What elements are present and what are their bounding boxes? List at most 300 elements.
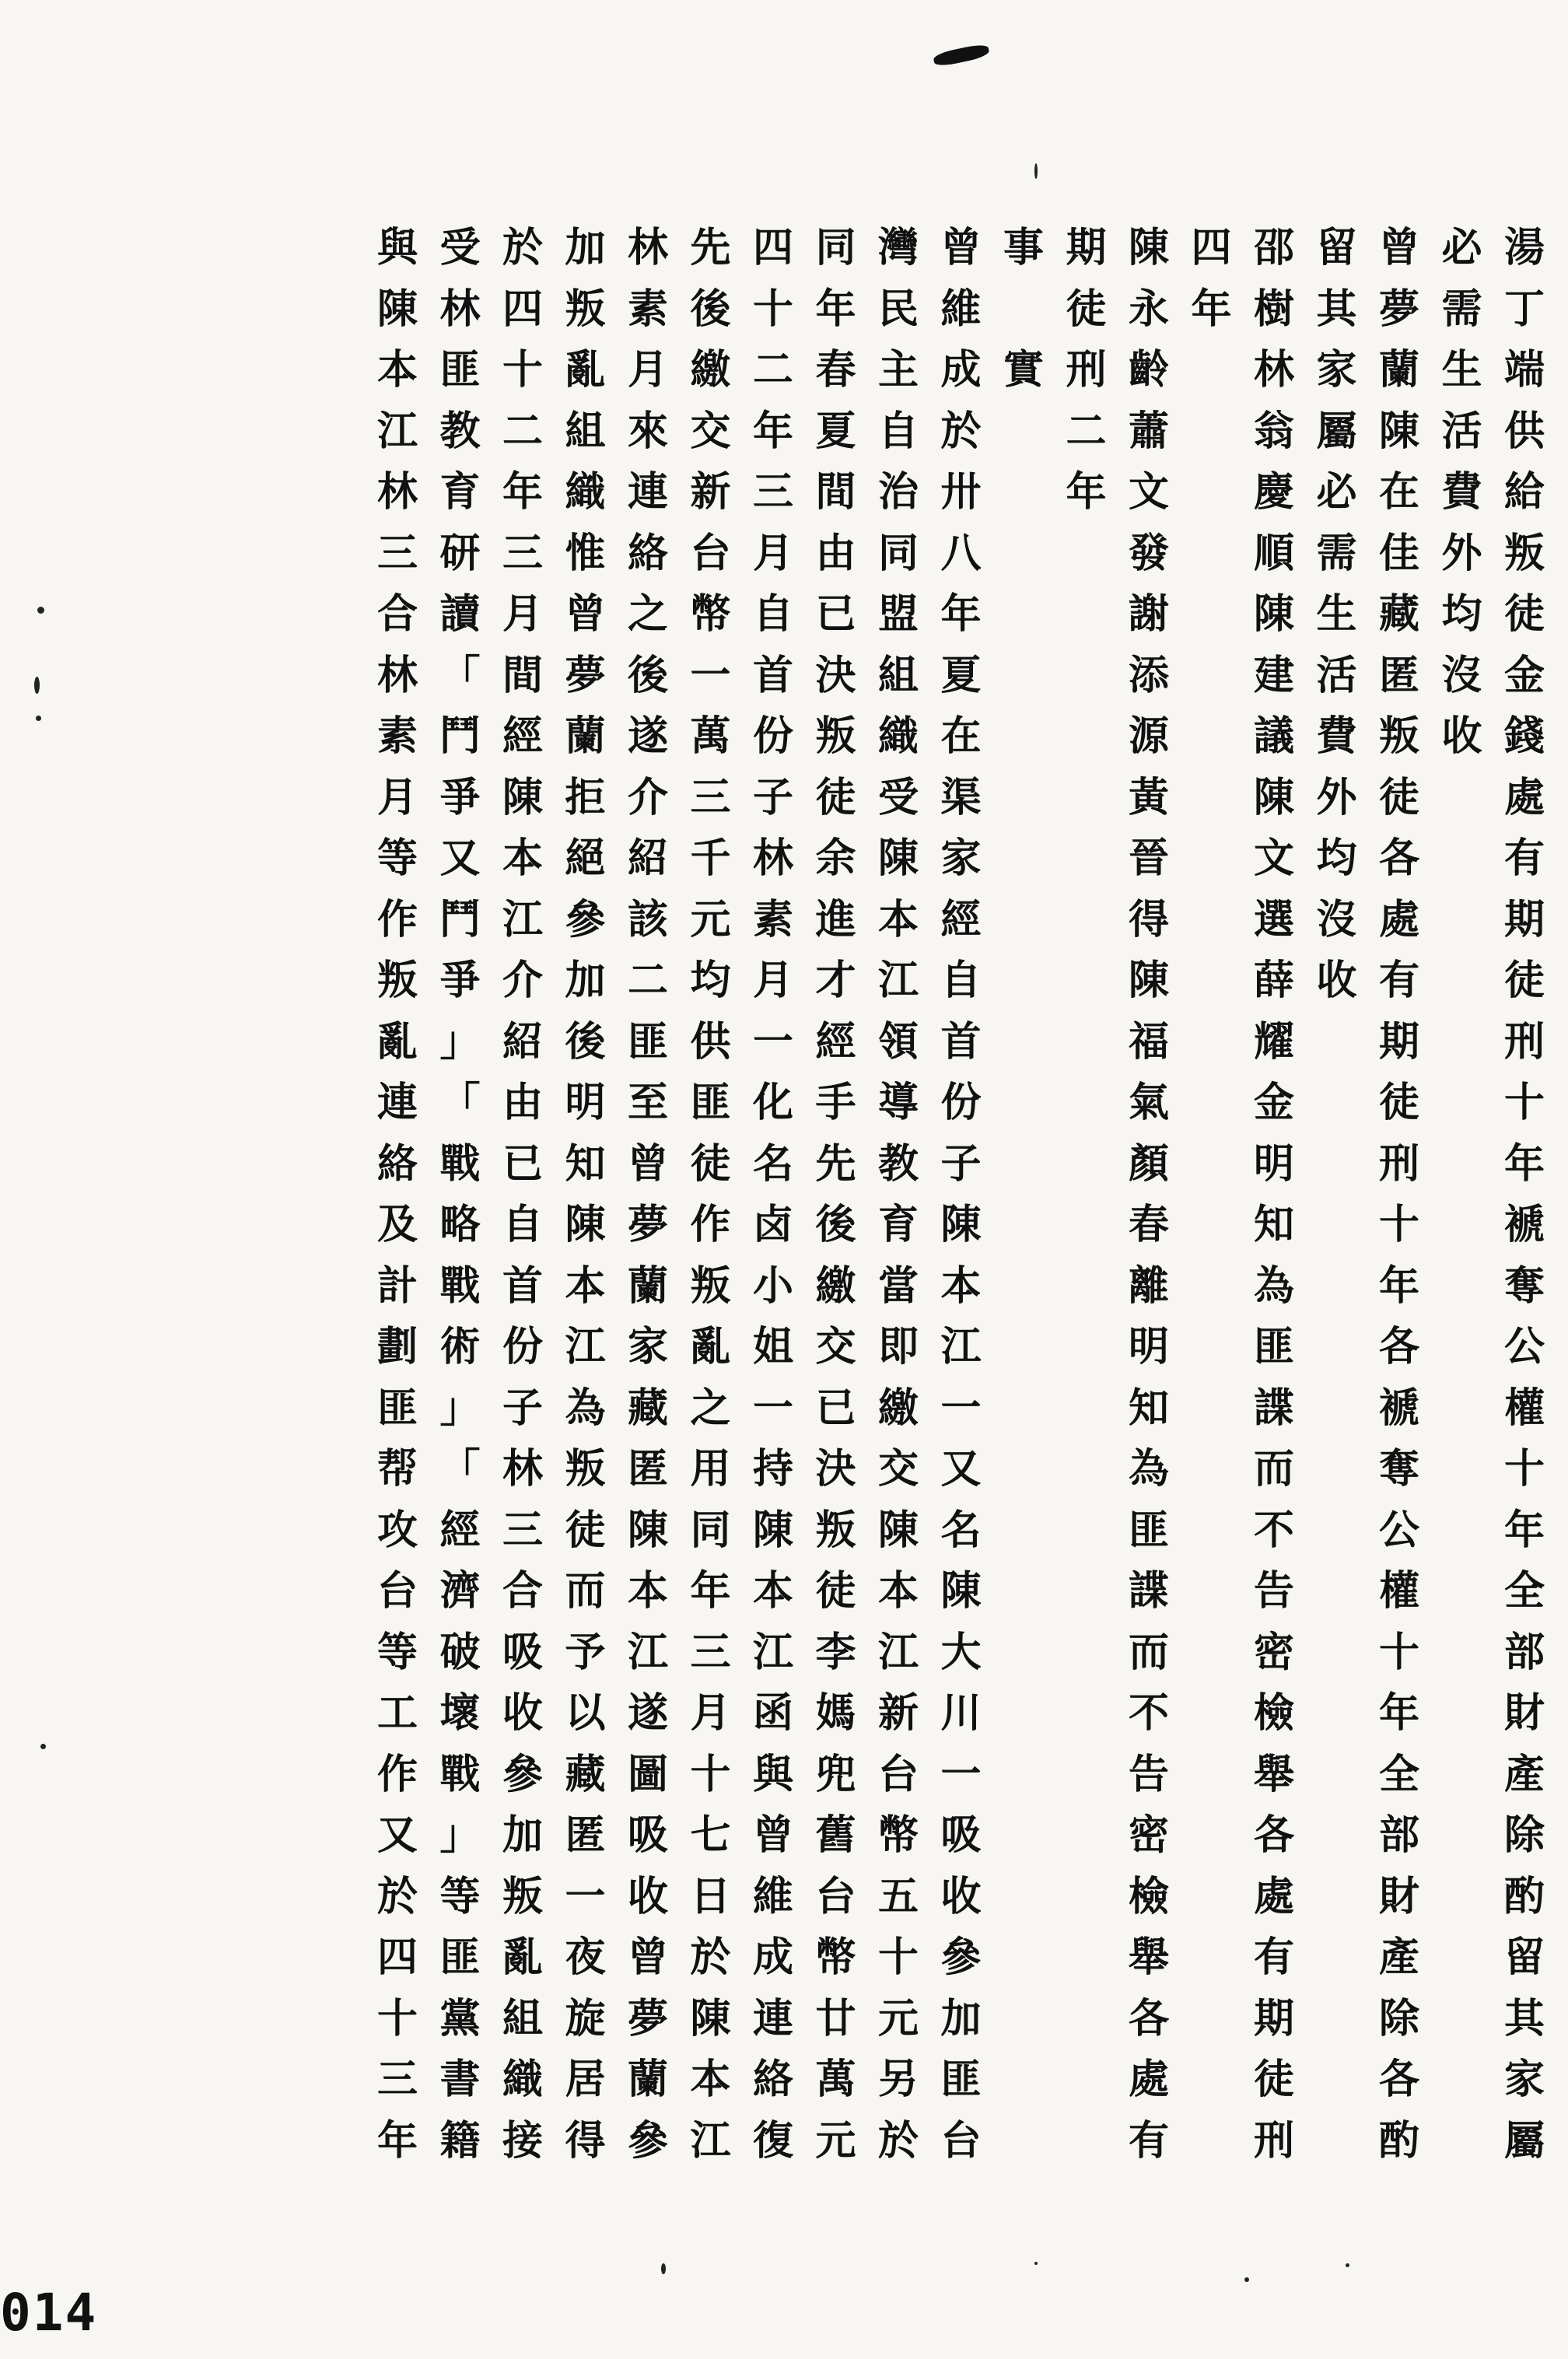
character: 廿 — [815, 1994, 856, 2042]
character: 決 — [815, 1445, 856, 1493]
character: 與 — [752, 1750, 793, 1798]
character: 素 — [376, 712, 418, 760]
character: 而 — [565, 1567, 606, 1615]
character: 已 — [502, 1139, 543, 1188]
character: 名 — [752, 1139, 793, 1188]
character: 部 — [1378, 1811, 1419, 1859]
character: 破 — [439, 1628, 481, 1676]
character: 主 — [877, 346, 919, 394]
character: 家 — [940, 835, 982, 882]
character: 得 — [1128, 895, 1169, 943]
character: 七 — [690, 1811, 731, 1859]
character: 紹 — [627, 835, 668, 882]
character: 月 — [752, 957, 793, 1004]
character: 年 — [1503, 1506, 1545, 1554]
character: 元 — [690, 895, 731, 943]
character: 外 — [1441, 529, 1482, 577]
character: 夢 — [1378, 285, 1419, 333]
character: 交 — [690, 407, 731, 455]
character: 組 — [877, 651, 919, 699]
character: 陳 — [1128, 224, 1169, 271]
text-column — [805, 218, 867, 2172]
character: 而 — [1253, 1445, 1294, 1493]
character: 戰 — [439, 1750, 481, 1798]
character: 已 — [815, 1384, 856, 1432]
character: 決 — [815, 651, 856, 699]
character: 匿 — [565, 1811, 606, 1859]
character: 全 — [1503, 1567, 1545, 1615]
character: 林 — [752, 835, 793, 882]
character: 旋 — [565, 1994, 606, 2042]
character: 後 — [627, 651, 668, 699]
character: 盟 — [877, 590, 919, 638]
character: 同 — [877, 529, 919, 577]
character: 藏 — [627, 1384, 668, 1432]
character: 給 — [1503, 468, 1545, 516]
character: 萬 — [815, 2056, 856, 2103]
character: 江 — [690, 2116, 731, 2165]
character: 徒 — [1066, 285, 1107, 333]
character: 曾 — [1378, 224, 1419, 271]
character: 江 — [627, 1628, 668, 1676]
character: 奪 — [1378, 1445, 1419, 1493]
character: 參 — [627, 2116, 668, 2165]
character: 諜 — [1128, 1567, 1169, 1615]
character: 褫 — [1378, 1384, 1419, 1432]
character: 供 — [690, 1017, 731, 1066]
character: 林 — [439, 285, 481, 333]
character: 生 — [1441, 346, 1482, 394]
character: 育 — [877, 1201, 919, 1248]
character: 首 — [940, 1017, 982, 1066]
character: 加 — [940, 1994, 982, 2042]
character: 於 — [376, 1872, 418, 1920]
ink-speck — [34, 677, 40, 694]
character: 叛 — [1378, 712, 1419, 760]
character: 在 — [940, 712, 982, 760]
character: 離 — [1128, 1262, 1169, 1310]
character: 參 — [565, 895, 606, 943]
character: 元 — [877, 1994, 919, 2042]
character: 薛 — [1253, 957, 1294, 1004]
character: 本 — [752, 1567, 793, 1615]
text-column — [1493, 218, 1556, 2172]
character: 台 — [877, 1750, 919, 1798]
character: 產 — [1503, 1750, 1545, 1798]
character: 產 — [1378, 1934, 1419, 1981]
character: 處 — [1378, 895, 1419, 943]
character: 密 — [1128, 1811, 1169, 1859]
character: 匪 — [940, 2056, 982, 2103]
character: 匪 — [627, 1017, 668, 1066]
character: 子 — [940, 1139, 982, 1188]
character — [992, 279, 1055, 341]
character: 陳 — [1253, 590, 1294, 638]
ink-speck — [1034, 163, 1038, 179]
character: 事 — [1003, 224, 1044, 271]
character: 圖 — [627, 1750, 668, 1798]
character: 明 — [1253, 1139, 1294, 1188]
character: 二 — [752, 346, 793, 394]
character: 年 — [376, 2116, 418, 2165]
character: 全 — [1378, 1750, 1419, 1798]
character: 各 — [1378, 835, 1419, 882]
character: 吸 — [627, 1811, 668, 1859]
character: 經 — [940, 895, 982, 943]
character: 陳 — [1378, 407, 1419, 455]
character: 湯 — [1503, 224, 1545, 271]
character: 計 — [376, 1262, 418, 1310]
character: 永 — [1128, 285, 1169, 333]
character: 作 — [690, 1201, 731, 1248]
character: 夜 — [565, 1934, 606, 1981]
character: 慶 — [1253, 468, 1294, 516]
character: 台 — [815, 1872, 856, 1920]
character: 有 — [1128, 2116, 1169, 2165]
character: 略 — [439, 1201, 481, 1248]
character: 均 — [1316, 835, 1357, 882]
character: 曾 — [752, 1811, 793, 1859]
character: 本 — [376, 346, 418, 394]
character: 屬 — [1316, 407, 1357, 455]
character: 本 — [565, 1262, 606, 1310]
character: 林 — [376, 651, 418, 699]
character: 戰 — [439, 1139, 481, 1188]
character: 十 — [690, 1750, 731, 1798]
character: 選 — [1253, 895, 1294, 943]
character: 十 — [1378, 1201, 1419, 1248]
character: 參 — [502, 1750, 543, 1798]
character: 工 — [376, 1689, 418, 1737]
character: 其 — [1503, 1994, 1545, 2042]
character: 發 — [1128, 529, 1169, 577]
character: 處 — [1128, 2056, 1169, 2103]
character: 不 — [1253, 1506, 1294, 1554]
character: 各 — [1378, 1323, 1419, 1370]
character: 知 — [1128, 1384, 1169, 1432]
character: 卅 — [940, 468, 982, 516]
character: 沒 — [1316, 895, 1357, 943]
character: 夏 — [815, 407, 856, 455]
character: 民 — [877, 285, 919, 333]
character: 刑 — [1066, 346, 1107, 394]
character: 十 — [1503, 1079, 1545, 1126]
character: 絡 — [627, 529, 668, 577]
character: 蘭 — [627, 1262, 668, 1310]
character: 遂 — [627, 1689, 668, 1737]
character: 籍 — [439, 2116, 481, 2165]
character: 份 — [502, 1323, 543, 1370]
character: 進 — [815, 895, 856, 943]
character: 織 — [877, 712, 919, 760]
character: 四 — [502, 285, 543, 333]
character: 惟 — [565, 529, 606, 577]
character: 子 — [502, 1384, 543, 1432]
character: 維 — [752, 1872, 793, 1920]
character: 本 — [627, 1567, 668, 1615]
character: 作 — [376, 1750, 418, 1798]
character: 繳 — [815, 1262, 856, 1310]
character: 首 — [752, 651, 793, 699]
character: 為 — [565, 1384, 606, 1432]
ink-mark — [933, 43, 990, 68]
character: 奪 — [1503, 1262, 1545, 1310]
character: 三 — [502, 529, 543, 577]
character: 陳 — [690, 1994, 731, 2042]
character: 舊 — [815, 1811, 856, 1859]
character: 陳 — [877, 1506, 919, 1554]
character: 八 — [940, 529, 982, 577]
character: 繳 — [877, 1384, 919, 1432]
character: 必 — [1441, 224, 1482, 271]
character: 議 — [1253, 712, 1294, 760]
character: 匪 — [439, 346, 481, 394]
character: 匿 — [627, 1445, 668, 1493]
character: 徒 — [1378, 1079, 1419, 1126]
character: 即 — [877, 1323, 919, 1370]
character: 絕 — [565, 835, 606, 882]
character: 十 — [502, 346, 543, 394]
character: 年 — [1378, 1262, 1419, 1310]
character: 萬 — [690, 712, 731, 760]
character: 匪 — [376, 1384, 418, 1432]
character: 處 — [1503, 773, 1545, 821]
character: 匪 — [1253, 1323, 1294, 1370]
character: 財 — [1503, 1689, 1545, 1737]
text-column — [617, 218, 679, 2172]
character: 爭 — [439, 773, 481, 821]
text-column — [1243, 218, 1305, 2172]
character: 晉 — [1128, 835, 1169, 882]
character: 期 — [1066, 224, 1107, 271]
character: 介 — [502, 957, 543, 1004]
character: 陳 — [565, 1201, 606, 1248]
ink-speck — [40, 1744, 46, 1749]
character: 刑 — [1253, 2116, 1294, 2165]
character: 年 — [1191, 285, 1232, 333]
character: 在 — [1378, 468, 1419, 516]
character: 用 — [690, 1445, 731, 1493]
character: 江 — [752, 1628, 793, 1676]
character: 亂 — [565, 346, 606, 394]
character: 一 — [565, 1872, 606, 1920]
character: 黨 — [439, 1994, 481, 2042]
character: 金 — [1253, 1079, 1294, 1126]
character: 文 — [1128, 468, 1169, 516]
character: 知 — [565, 1139, 606, 1188]
character: 千 — [690, 835, 731, 882]
character: 夢 — [627, 1994, 668, 2042]
character: 家 — [1503, 2056, 1545, 2103]
character: 蘭 — [565, 712, 606, 760]
character: 春 — [815, 346, 856, 394]
character: 遂 — [627, 712, 668, 760]
character: 林 — [376, 468, 418, 516]
character: 成 — [752, 1934, 793, 1981]
character: 收 — [940, 1872, 982, 1920]
character: 參 — [940, 1934, 982, 1981]
character: 間 — [815, 468, 856, 516]
character: 又 — [376, 1811, 418, 1859]
character: 蘭 — [627, 2056, 668, 2103]
character: 蕭 — [1128, 407, 1169, 455]
ink-speck — [36, 716, 41, 721]
character: 一 — [752, 1017, 793, 1066]
character: 於 — [877, 2116, 919, 2165]
ink-speck — [661, 2263, 666, 2274]
character: 除 — [1378, 1994, 1419, 2042]
character: 為 — [1128, 1445, 1169, 1493]
character: 又 — [940, 1445, 982, 1493]
character: 術 — [439, 1323, 481, 1370]
character: 絡 — [376, 1139, 418, 1188]
character: 舉 — [1128, 1934, 1169, 1981]
character: 五 — [877, 1872, 919, 1920]
character: 而 — [1128, 1628, 1169, 1676]
character: 活 — [1316, 651, 1357, 699]
character: 份 — [752, 712, 793, 760]
character: 織 — [502, 2056, 543, 2103]
character: 三 — [690, 773, 731, 821]
character: 刑 — [1503, 1017, 1545, 1066]
character: 來 — [627, 407, 668, 455]
character: 」 — [439, 1811, 481, 1859]
character: 期 — [1378, 1017, 1419, 1066]
text-column — [867, 218, 929, 2172]
character: 亂 — [376, 1017, 418, 1066]
character: 「 — [439, 1445, 481, 1493]
character: 同 — [815, 224, 856, 271]
character: 繳 — [690, 346, 731, 394]
character: 加 — [565, 224, 606, 271]
character: 林 — [502, 1445, 543, 1493]
character: 本 — [940, 1262, 982, 1310]
character: 帮 — [376, 1445, 418, 1493]
character: 叛 — [565, 285, 606, 333]
character: 及 — [376, 1201, 418, 1248]
character: 叛 — [690, 1262, 731, 1310]
character: 徒 — [1503, 957, 1545, 1004]
character: 本 — [877, 895, 919, 943]
character: 導 — [877, 1079, 919, 1126]
character: 交 — [877, 1445, 919, 1493]
character: 知 — [1253, 1201, 1294, 1248]
character: 活 — [1441, 407, 1482, 455]
character: 一 — [940, 1750, 982, 1798]
character: 為 — [1253, 1262, 1294, 1310]
character: 與 — [376, 224, 418, 271]
character: 福 — [1128, 1017, 1169, 1066]
character: 告 — [1253, 1567, 1294, 1615]
character: 黃 — [1128, 773, 1169, 821]
character: 得 — [565, 2116, 606, 2165]
ink-speck — [37, 607, 44, 614]
character: 連 — [752, 1994, 793, 2042]
character: 連 — [376, 1079, 418, 1126]
character: 素 — [752, 895, 793, 943]
character: 自 — [940, 957, 982, 1004]
character: 台 — [940, 2116, 982, 2165]
character: 有 — [1503, 835, 1545, 882]
character: 加 — [502, 1811, 543, 1859]
character: 外 — [1316, 773, 1357, 821]
character: 順 — [1253, 529, 1294, 577]
character: 叛 — [502, 1872, 543, 1920]
character: 匪 — [439, 1934, 481, 1981]
character: 份 — [940, 1079, 982, 1126]
character: 蘭 — [1378, 346, 1419, 394]
character: 該 — [627, 895, 668, 943]
character: 月 — [690, 1689, 731, 1737]
character: 成 — [940, 346, 982, 394]
character: 明 — [1128, 1323, 1169, 1370]
character: 曾 — [940, 224, 982, 271]
character: 一 — [690, 651, 731, 699]
character: 兜 — [815, 1750, 856, 1798]
character: 年 — [1503, 1139, 1545, 1188]
character: 樹 — [1253, 285, 1294, 333]
character: 由 — [502, 1079, 543, 1126]
character: 三 — [376, 2056, 418, 2103]
character: 自 — [752, 590, 793, 638]
character: 有 — [1253, 1934, 1294, 1981]
character: 江 — [502, 895, 543, 943]
character: 曾 — [627, 1139, 668, 1188]
character: 新 — [690, 468, 731, 516]
character: 四 — [376, 1934, 418, 1981]
character: 於 — [940, 407, 982, 455]
character: 褫 — [1503, 1201, 1545, 1248]
character: 文 — [1253, 835, 1294, 882]
character: 維 — [940, 285, 982, 333]
character: 合 — [502, 1567, 543, 1615]
character: 領 — [877, 1017, 919, 1066]
character: 同 — [690, 1506, 731, 1554]
character: 戰 — [439, 1262, 481, 1310]
text-column — [555, 218, 617, 2172]
character: 公 — [1503, 1323, 1545, 1370]
text-column — [1118, 218, 1180, 2172]
character: 江 — [940, 1323, 982, 1370]
character: 各 — [1128, 1994, 1169, 2042]
character: 陳 — [502, 773, 543, 821]
character: 自 — [877, 407, 919, 455]
character: 又 — [439, 835, 481, 882]
character: 告 — [1128, 1750, 1169, 1798]
character: 陳 — [376, 285, 418, 333]
character: 江 — [877, 1628, 919, 1676]
character: 匪 — [1128, 1506, 1169, 1554]
character: 經 — [439, 1506, 481, 1554]
character: 謝 — [1128, 590, 1169, 638]
character: 爭 — [439, 957, 481, 1004]
character: 月 — [502, 590, 543, 638]
character: 十 — [1503, 1445, 1545, 1493]
text-column — [492, 218, 554, 2172]
character: 收 — [627, 1872, 668, 1920]
character: 日 — [690, 1872, 731, 1920]
character: 夏 — [940, 651, 982, 699]
character: 四 — [752, 224, 793, 271]
character: 經 — [502, 712, 543, 760]
character: 亂 — [690, 1323, 731, 1370]
character: 渠 — [940, 773, 982, 821]
character: 持 — [752, 1445, 793, 1493]
character: 幣 — [815, 1934, 856, 1981]
character: 藏 — [565, 1750, 606, 1798]
character: 江 — [565, 1323, 606, 1370]
character: 「 — [439, 651, 481, 699]
